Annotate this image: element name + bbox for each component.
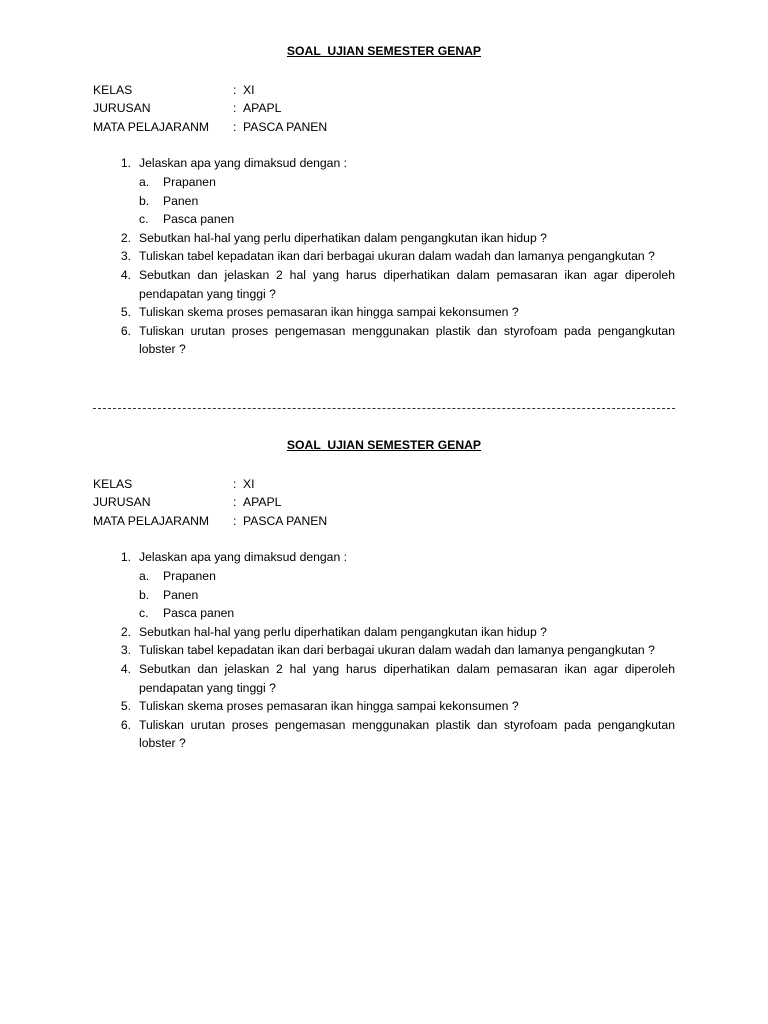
meta-row-mata-pelajaran [93, 512, 675, 531]
meta-colon: : [233, 495, 237, 510]
question-text: Sebutkan dan jelaskan 2 hal yang harus diperhatikan dalam pemasaran ikan agar diperoleh pendapatan yang tinggi ? [139, 661, 675, 695]
sub-letter: a. [139, 174, 150, 189]
meta-value: XI [243, 82, 255, 97]
question-5 [93, 303, 675, 322]
question-3 [93, 641, 675, 660]
exam-title: SOAL UJIAN SEMESTER GENAP [286, 438, 482, 452]
question-2 [93, 623, 675, 642]
sub-text: Prapanen [163, 568, 216, 583]
meta-colon: : [233, 476, 237, 491]
sub-item-a [93, 567, 675, 586]
sub-text: Pasca panen [163, 212, 235, 227]
meta-label: MATA PELAJARANM [93, 119, 210, 134]
question-1 [93, 154, 675, 173]
question-number: 2. [120, 230, 131, 245]
meta-row-mata-pelajaran [93, 118, 675, 137]
sub-letter: a. [139, 568, 150, 583]
question-6 [93, 322, 675, 359]
question-list [93, 548, 675, 753]
meta-colon: : [233, 101, 237, 116]
question-list [93, 154, 675, 359]
question-number: 4. [120, 661, 131, 676]
sub-text: Prapanen [163, 174, 216, 189]
meta-colon: : [233, 513, 237, 528]
question-6 [93, 716, 675, 753]
question-number: 1. [120, 156, 131, 171]
exam-meta [93, 81, 675, 137]
meta-row-jurusan [93, 493, 675, 512]
question-text: Tuliskan skema proses pemasaran ikan hingga sampai kekonsumen ? [139, 699, 519, 714]
sub-text: Panen [163, 193, 199, 208]
question-3 [93, 247, 675, 266]
sub-letter: b. [139, 587, 150, 602]
meta-label: MATA PELAJARANM [93, 513, 210, 528]
meta-value: XI [243, 476, 255, 491]
question-number: 3. [120, 249, 131, 264]
question-number: 6. [120, 717, 131, 732]
sub-item-b [93, 192, 675, 211]
question-number: 4. [120, 267, 131, 282]
question-text: Sebutkan hal-hal yang perlu diperhatikan dalam pengangkutan ikan hidup ? [139, 230, 547, 245]
meta-row-jurusan [93, 99, 675, 118]
question-text: Tuliskan tabel kepadatan ikan dari berbagai ukuran dalam wadah dan lamanya pengangkutan ? [139, 643, 655, 658]
sub-item-c [93, 210, 675, 229]
meta-value: PASCA PANEN [243, 513, 328, 528]
question-text: Tuliskan tabel kepadatan ikan dari berbagai ukuran dalam wadah dan lamanya pengangkutan ? [139, 249, 655, 264]
question-text: Sebutkan dan jelaskan 2 hal yang harus diperhatikan dalam pemasaran ikan agar diperoleh pendapatan yang tinggi ? [139, 267, 675, 301]
meta-colon: : [233, 119, 237, 134]
exam-sheet-2 [93, 436, 675, 753]
question-5 [93, 697, 675, 716]
sub-text: Pasca panen [163, 606, 235, 621]
question-text: Jelaskan apa yang dimaksud dengan : [139, 550, 348, 565]
question-number: 5. [120, 305, 131, 320]
meta-colon: : [233, 82, 237, 97]
meta-value: PASCA PANEN [243, 119, 328, 134]
sub-letter: b. [139, 193, 150, 208]
meta-label: KELAS [93, 476, 133, 491]
cut-line-divider [93, 408, 675, 409]
question-1 [93, 548, 675, 567]
question-number: 6. [120, 323, 131, 338]
sub-text: Panen [163, 587, 199, 602]
sub-item-b [93, 586, 675, 605]
question-2 [93, 229, 675, 248]
exam-sheet-1 [93, 42, 675, 359]
question-number: 3. [120, 643, 131, 658]
meta-row-kelas [93, 81, 675, 100]
question-text: Jelaskan apa yang dimaksud dengan : [139, 156, 348, 171]
question-text: Tuliskan skema proses pemasaran ikan hingga sampai kekonsumen ? [139, 305, 519, 320]
question-4 [93, 266, 675, 303]
sub-letter: c. [139, 212, 149, 227]
question-number: 2. [120, 624, 131, 639]
exam-title: SOAL UJIAN SEMESTER GENAP [286, 44, 482, 58]
meta-label: JURUSAN [93, 495, 151, 510]
question-number: 1. [120, 550, 131, 565]
meta-label: KELAS [93, 82, 133, 97]
question-4 [93, 660, 675, 697]
question-text: Sebutkan hal-hal yang perlu diperhatikan dalam pengangkutan ikan hidup ? [139, 624, 547, 639]
question-text: Tuliskan urutan proses pengemasan menggunakan plastik dan styrofoam pada pengangkutan lobster ? [139, 717, 675, 751]
sub-item-a [93, 173, 675, 192]
meta-row-kelas [93, 475, 675, 494]
sub-letter: c. [139, 606, 149, 621]
exam-meta [93, 475, 675, 531]
meta-value: APAPL [243, 101, 282, 116]
meta-value: APAPL [243, 495, 282, 510]
sub-item-c [93, 604, 675, 623]
question-number: 5. [120, 699, 131, 714]
question-text: Tuliskan urutan proses pengemasan menggunakan plastik dan styrofoam pada pengangkutan lobster ? [139, 323, 675, 357]
meta-label: JURUSAN [93, 101, 151, 116]
